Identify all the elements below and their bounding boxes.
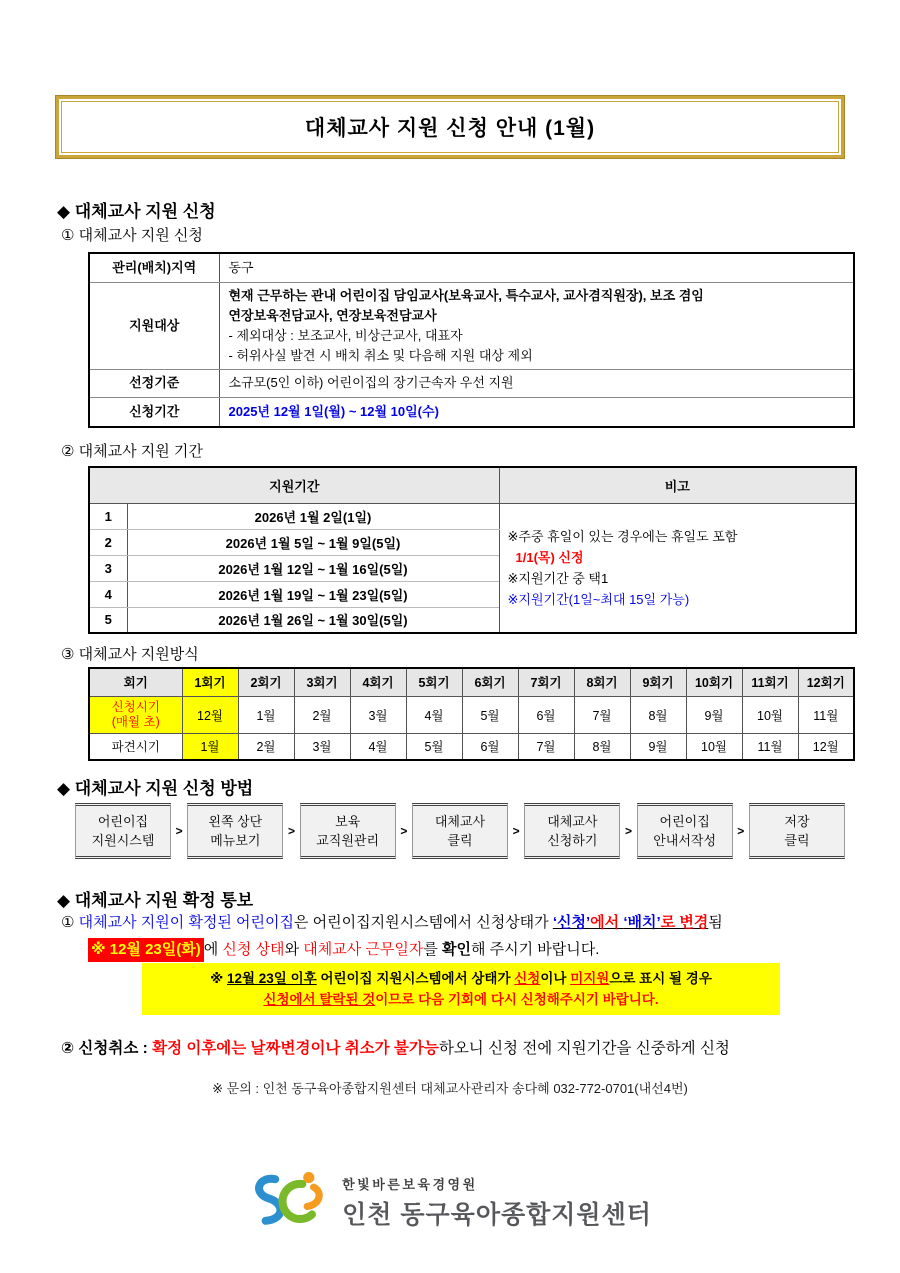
month-cell: 10월	[686, 733, 742, 760]
month-cell: 5월	[462, 696, 518, 733]
text: ※	[210, 971, 227, 986]
warning-box	[142, 963, 780, 1015]
subsection-apply: ① 대체교사 지원 신청	[61, 227, 203, 244]
section-heading-apply: ◆ 대체교사 지원 신청	[57, 202, 216, 221]
text: 으로 표시 될 경우	[609, 971, 712, 986]
org-name-small: 한빛바른보육경영원	[342, 1177, 478, 1192]
flow-step-1	[75, 803, 171, 859]
step-line: 메뉴보기	[210, 833, 261, 848]
header-cell: 8회기	[574, 668, 630, 696]
apply-time-label-line1: 신청시기	[111, 699, 160, 714]
warning-line1	[142, 968, 780, 989]
month-cell: 12월	[798, 733, 854, 760]
date-underlined: 12월 23일 이후	[226, 971, 317, 986]
criteria-value: 소규모(5인 이하) 어린이집의 장기근속자 우선 지원	[219, 369, 854, 397]
header-cell: 회기	[89, 668, 182, 696]
target-bold-line1: 현재 근무하는 관내 어린이집 담임교사(보육교사, 특수교사, 교사겸직원장), 보조 겸임	[228, 287, 704, 303]
apply-status-red: 신청 상태	[222, 941, 285, 958]
note-line4: ※지원기간(1일~최대 15일 가능)	[507, 591, 690, 607]
note-line3: ※지원기간 중 택1	[507, 570, 609, 586]
workdate-red: 대체교사 근무일자	[303, 941, 424, 958]
criteria-label: 선정기준	[89, 369, 219, 397]
status-apply-quoted: ‘신청’	[552, 914, 591, 931]
step-line: 신청하기	[547, 833, 598, 848]
month-cell: 3월	[350, 696, 406, 733]
period-table	[88, 466, 857, 634]
month-cell: 11월	[742, 733, 798, 760]
flow-arrow-icon: >	[175, 824, 183, 838]
title-box	[55, 95, 845, 159]
header-cell-round1: 1회기	[182, 668, 238, 696]
apply-time-label-line2: (매월 초)	[111, 714, 160, 729]
target-line4: - 허위사실 발견 시 배치 취소 및 다음해 지원 대상 제외	[228, 347, 533, 363]
text: 이므로 다음 기회에 다시 신청해주시기 바랍니다.	[375, 992, 659, 1007]
header-cell: 3회기	[294, 668, 350, 696]
text: 에	[203, 941, 223, 958]
contact-info: ※ 문의 : 인천 동구육아종합지원센터 대체교사관리자 송다혜 032-772-0701(내선4번)	[212, 1081, 688, 1096]
flow-step-5	[524, 803, 620, 859]
flow-arrow-icon: >	[512, 824, 520, 838]
subsection-period: ② 대체교사 지원 기간	[61, 443, 203, 460]
flow-arrow-icon: >	[400, 824, 408, 838]
header-cell: 10회기	[686, 668, 742, 696]
cancel-black-text: 하오니 신청 전에 지원기간을 신중하게 신청	[438, 1040, 730, 1057]
month-cell: 1월	[182, 733, 238, 760]
table-row	[89, 253, 854, 282]
target-bold-line2: 연장보육전담교사, 연장보육전담교사	[228, 307, 437, 323]
row-no: 2	[89, 529, 127, 555]
row-no: 1	[89, 503, 127, 529]
table-row	[89, 282, 854, 369]
header-cell: 5회기	[406, 668, 462, 696]
header-cell: 7회기	[518, 668, 574, 696]
row-no: 3	[89, 555, 127, 581]
target-label: 지원대상	[89, 282, 219, 369]
subsection-method: ③ 대체교사 지원방식	[61, 646, 199, 663]
header-cell: 4회기	[350, 668, 406, 696]
step-line: 교직원관리	[316, 833, 380, 848]
cancel-label: ② 신청취소 :	[61, 1040, 153, 1057]
dispatch-time-label: 파견시기	[89, 733, 182, 760]
howto-flow	[75, 803, 845, 859]
col-header-period: 지원기간	[89, 467, 499, 503]
flow-step-3	[300, 803, 396, 859]
table-header-row	[89, 668, 854, 696]
table-header-row	[89, 467, 856, 503]
text: 이나	[540, 971, 571, 986]
note-line1: ※주중 휴일이 있는 경우에는 휴일도 포함	[507, 528, 738, 544]
header-cell: 12회기	[798, 668, 854, 696]
step-line: 클릭	[447, 833, 473, 848]
step-line: 어린이집	[659, 814, 710, 829]
region-value: 동구	[219, 253, 854, 282]
text: 해 주시기 바랍니다.	[470, 941, 600, 958]
cancel-red-text: 확정 이후에는 날짜변경이나 취소가 불가능	[152, 1040, 439, 1057]
section-heading-howto: ◆ 대체교사 지원 신청 방법	[57, 779, 254, 798]
rejected-underlined: 신청에서 탈락된 것	[263, 992, 376, 1007]
table-row	[89, 503, 856, 529]
table-row-dispatch-time	[89, 733, 854, 760]
row-range: 2026년 1월 2일(1일)	[127, 503, 499, 529]
text: 를	[423, 941, 442, 958]
month-cell: 6월	[462, 733, 518, 760]
confirm-paragraph-line2	[88, 938, 878, 962]
confirm-red-text: 에서	[590, 914, 624, 931]
apply-period-label: 신청기간	[89, 397, 219, 427]
step-line: 저장	[784, 814, 810, 829]
confirm-paragraph-line1	[61, 911, 876, 935]
confirm-red-text: 로 변경	[660, 914, 709, 931]
header-cell: 6회기	[462, 668, 518, 696]
step-line: 대체교사	[434, 814, 486, 829]
step-line: 대체교사	[547, 814, 598, 829]
org-name-main: 인천 동구육아종합지원센터	[342, 1201, 652, 1229]
month-cell: 9월	[686, 696, 742, 733]
month-cell: 11월	[798, 696, 854, 733]
circled-number: ①	[61, 914, 79, 931]
apply-time-label	[89, 696, 182, 733]
target-line3: - 제외대상 : 보조교사, 비상근교사, 대표자	[228, 327, 463, 343]
note-line2: 1/1(목) 신정	[515, 549, 584, 565]
header-cell: 9회기	[630, 668, 686, 696]
row-range: 2026년 1월 19일 ~ 1월 23일(5일)	[127, 581, 499, 607]
month-cell: 7월	[518, 733, 574, 760]
month-cell: 5월	[406, 733, 462, 760]
flow-arrow-icon: >	[287, 824, 295, 838]
section-heading-confirm: ◆ 대체교사 지원 확정 통보	[57, 891, 254, 910]
text: 와	[284, 941, 304, 958]
flow-step-4	[412, 803, 508, 859]
target-value	[219, 282, 854, 369]
row-range: 2026년 1월 12일 ~ 1월 16일(5일)	[127, 555, 499, 581]
month-cell: 10월	[742, 696, 798, 733]
center-logo-icon	[248, 1168, 328, 1237]
text: 어린이집 지원시스템에서 상태가	[316, 971, 515, 986]
step-line: 왼쪽 상단	[208, 814, 263, 829]
footer-logo	[0, 1168, 900, 1237]
header-cell: 2회기	[238, 668, 294, 696]
check-bold: 확인	[442, 941, 471, 958]
warning-line2	[142, 989, 780, 1010]
status-assigned-quoted: ‘배치’	[623, 914, 661, 931]
confirm-blue-text: 대체교사 지원이 확정된 어린이집	[78, 914, 294, 931]
flow-arrow-icon: >	[624, 824, 632, 838]
confirm-black-text: 은 어린이집지원시스템에서 신청상태가	[294, 914, 553, 931]
month-cell: 4월	[350, 733, 406, 760]
row-no: 5	[89, 607, 127, 633]
confirm-black-text: 됨	[708, 914, 723, 931]
status-notsupported-red: 미지원	[570, 971, 610, 986]
month-cell: 1월	[238, 696, 294, 733]
status-apply-red: 신청	[514, 971, 541, 986]
row-range: 2026년 1월 5일 ~ 1월 9일(5일)	[127, 529, 499, 555]
step-line: 안내서작성	[653, 833, 717, 848]
row-no: 4	[89, 581, 127, 607]
row-range: 2026년 1월 26일 ~ 1월 30일(5일)	[127, 607, 499, 633]
flow-step-2	[187, 803, 283, 859]
cancel-notice	[61, 1036, 730, 1058]
month-cell: 12월	[182, 696, 238, 733]
month-cell: 8월	[630, 696, 686, 733]
page-title: 대체교사 지원 신청 안내 (1월)	[304, 117, 596, 140]
step-line: 어린이집	[97, 814, 149, 829]
apply-period-value: 2025년 12월 1일(월) ~ 12월 10일(수)	[219, 397, 854, 427]
step-line: 클릭	[784, 833, 810, 848]
flow-arrow-icon: >	[737, 824, 745, 838]
month-cell: 8월	[574, 733, 630, 760]
col-header-note: 비고	[499, 467, 856, 503]
flow-step-6	[637, 803, 733, 859]
month-cell: 6월	[518, 696, 574, 733]
month-cell: 2월	[294, 696, 350, 733]
month-cell: 7월	[574, 696, 630, 733]
step-line: 지원시스템	[91, 833, 155, 848]
month-cell: 9월	[630, 733, 686, 760]
month-cell: 4월	[406, 696, 462, 733]
flow-step-7	[749, 803, 845, 859]
region-label: 관리(배치)지역	[89, 253, 219, 282]
apply-info-table	[88, 252, 855, 428]
org-name-block	[342, 1174, 652, 1231]
step-line: 보육	[335, 814, 361, 829]
date-highlight-badge: ※ 12월 23일(화)	[88, 938, 204, 962]
table-row	[89, 397, 854, 427]
method-table	[88, 667, 855, 761]
table-row	[89, 369, 854, 397]
table-row-apply-time	[89, 696, 854, 733]
month-cell: 3월	[294, 733, 350, 760]
month-cell: 2월	[238, 733, 294, 760]
header-cell: 11회기	[742, 668, 798, 696]
note-cell	[499, 503, 856, 633]
